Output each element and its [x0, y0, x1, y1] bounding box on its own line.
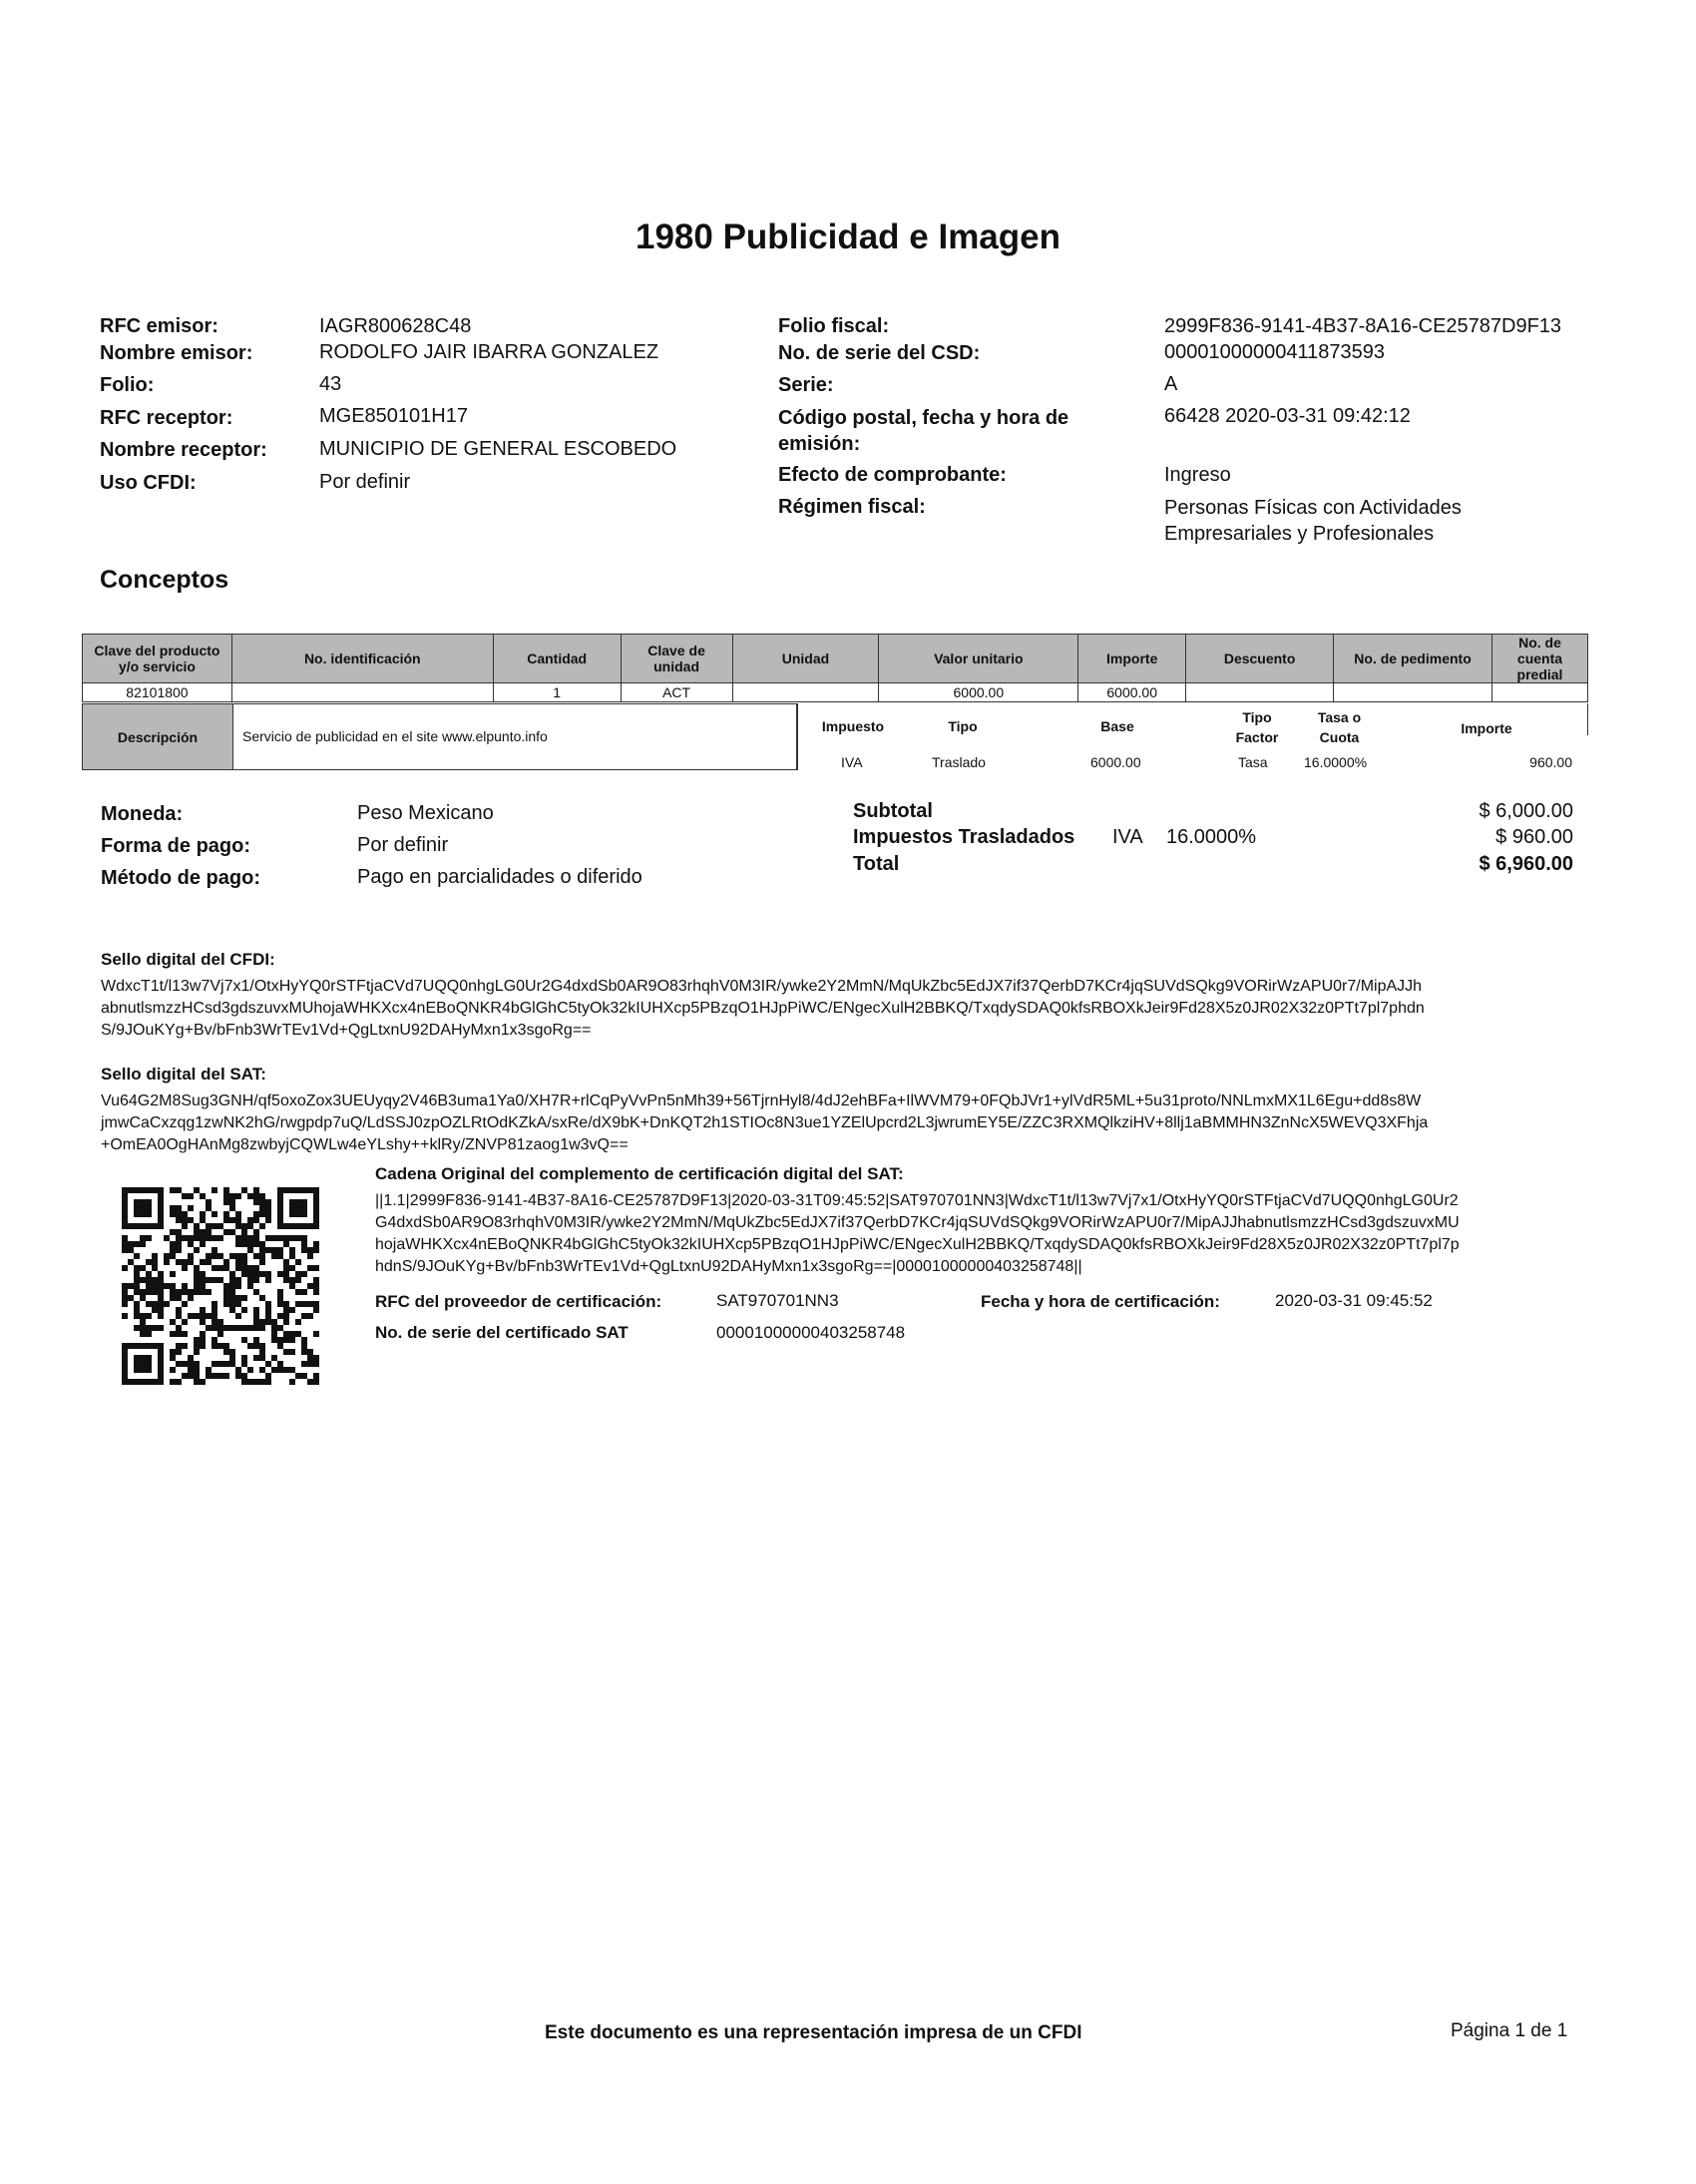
tax-divider [797, 703, 798, 770]
forma-pago-value: Por definir [357, 834, 449, 856]
col-descuento: Descuento [1186, 635, 1334, 683]
serie-csd-label: No. de serie del CSD: [778, 342, 981, 364]
regimen-label: Régimen fiscal: [778, 496, 926, 518]
tax-header-tasa-1: Tasa o [1317, 709, 1362, 725]
sello-cfdi-line: WdxcT1t/l13w7Vj7x1/OtxHyYQ0rSTFtjaCVd7UQQ0nhgLG0Ur2G4dxdSb0AR9O83rhqhV0M3IR/ywke2Y2MmN/MqUkZbc5EdJX7if37QerbD7KCr4jqSUVdSQkg9VORirWzAPU0r7/MipAJJh [101, 978, 1423, 995]
sello-sat-line: +OmEA0OgHAnMg8zwbyjCQWLw4eYLshy++klRy/ZNVP81zaog1w3vQ== [101, 1136, 629, 1153]
tax-header-impuesto: Impuesto [821, 718, 885, 734]
tax-header-base: Base [1100, 718, 1134, 734]
descripcion-label: Descripción [83, 704, 233, 769]
impuestos-tasa: 16.0000% [1166, 826, 1257, 848]
uso-cfdi-label: Uso CFDI: [100, 472, 197, 494]
cell-importe: 6000.00 [1078, 683, 1186, 702]
document-title: 1980 Publicidad e Imagen [636, 218, 1060, 256]
folio-fiscal-label: Folio fiscal: [778, 315, 890, 337]
serie-certificado-label: No. de serie del certificado SAT [375, 1323, 629, 1342]
cell-no-identificacion [231, 683, 493, 702]
col-clave-unidad: Clave de unidad [621, 635, 732, 683]
cadena-line: hdnS/9JOuKYg+Bv/bFnb3WrTEv1Vd+QgLtxnU92DAHyMxn1x3sgoRg==|00001000000403258748|| [375, 1258, 1082, 1275]
cp-value: 66428 2020-03-31 09:42:12 [1164, 405, 1411, 427]
serie-value: A [1164, 373, 1178, 395]
fecha-certificacion-label: Fecha y hora de certificación: [981, 1292, 1220, 1311]
folio-label: Folio: [100, 374, 155, 396]
table-row [83, 683, 1588, 702]
cell-clave-unidad: ACT [621, 683, 732, 702]
forma-pago-label: Forma de pago: [101, 835, 251, 857]
rfc-receptor-value: MGE850101H17 [319, 405, 468, 427]
impuestos-tipo: IVA [1112, 826, 1143, 848]
tax-header-importe: Importe [1461, 720, 1512, 736]
nombre-emisor-label: Nombre emisor: [100, 342, 253, 364]
tax-tipo-factor: Tasa [1238, 754, 1268, 770]
col-cuenta-predial: No. de cuenta predial [1491, 635, 1587, 683]
impuestos-label: Impuestos Trasladados [853, 826, 1075, 848]
metodo-pago-label: Método de pago: [101, 867, 260, 889]
col-unidad: Unidad [732, 635, 879, 683]
tax-tipo: Traslado [932, 754, 986, 770]
conceptos-title: Conceptos [100, 566, 229, 594]
uso-cfdi-value: Por definir [319, 471, 411, 493]
regimen-value-line1: Personas Físicas con Actividades [1164, 497, 1462, 519]
col-no-identificacion: No. identificación [231, 635, 493, 683]
nombre-receptor-value: MUNICIPIO DE GENERAL ESCOBEDO [319, 438, 677, 460]
cell-no-pedimento [1334, 683, 1492, 702]
efecto-label: Efecto de comprobante: [778, 464, 1007, 486]
conceptos-table [82, 634, 1588, 702]
impuestos-value: $ 960.00 [1495, 826, 1573, 848]
cadena-text [375, 1190, 1592, 1278]
cell-clave-producto: 82101800 [83, 683, 232, 702]
folio-value: 43 [319, 373, 342, 395]
tax-base: 6000.00 [1090, 754, 1141, 770]
sello-cfdi-line: abnutlsmzzHCsd3gdszuvxMUhojaWHKXcx4nEBoQNKR4bGlGhC5tyOk32kIUHXcp5PBzqO1HJpPiWC/ENgecXulH2BBKQ/TxqdySDAQ0kfsRBOXkJeir9Fd28X5z0JR02X32z0PTt7pl7phdn [101, 1000, 1425, 1017]
qr-code-icon [122, 1187, 319, 1385]
col-valor-unitario: Valor unitario [879, 635, 1078, 683]
fecha-certificacion-value: 2020-03-31 09:45:52 [1275, 1291, 1433, 1310]
subtotal-label: Subtotal [853, 800, 933, 822]
col-clave-producto: Clave del producto y/o servicio [83, 635, 232, 683]
cadena-line: hojaWHKXcx4nEBoQNKR4bGlGhC5tyOk32kIUHXcp5PBzqO1HJpPiWC/ENgecXulH2BBKQ/TxqdySDAQ0kfsRBOXkJeir9Fd28X5z0JR02X32z0PTt7pl7p [375, 1236, 1460, 1253]
cp-label-line2: emisión: [778, 433, 861, 455]
footer-note: Este documento es una representación impresa de un CFDI [545, 2022, 1082, 2043]
regimen-value-line2: Empresariales y Profesionales [1164, 523, 1435, 545]
nombre-receptor-label: Nombre receptor: [100, 439, 267, 461]
serie-certificado-value: 00001000000403258748 [716, 1323, 906, 1342]
col-cantidad: Cantidad [493, 635, 621, 683]
sello-sat-line: Vu64G2M8Sug3GNH/qf5oxoZox3UEUyqy2V46B3uma1Ya0/XH7R+rlCqPyVvPn5nMh39+56TjrnHyl8/4dJ2ehBFa+IlWVM79+0FQbJVr1+ylVdR5ML+5u31proto/NNLmxMX1L6Egu+dd8s8W [101, 1092, 1422, 1109]
serie-csd-value: 00001000000411873593 [1164, 341, 1385, 363]
sello-sat-label: Sello digital del SAT: [101, 1065, 266, 1084]
rfc-emisor-label: RFC emisor: [100, 315, 218, 337]
rfc-proveedor-value: SAT970701NN3 [716, 1291, 839, 1310]
cp-label-line1: Código postal, fecha y hora de [778, 407, 1069, 429]
folio-fiscal-value: 2999F836-9141-4B37-8A16-CE25787D9F13 [1164, 315, 1562, 337]
moneda-label: Moneda: [101, 803, 184, 825]
efecto-value: Ingreso [1164, 464, 1231, 486]
col-no-pedimento: No. de pedimento [1334, 635, 1492, 683]
subtotal-value: $ 6,000.00 [1479, 800, 1573, 822]
descripcion-value: Servicio de publicidad en el site www.elpunto.info [242, 728, 548, 744]
tax-impuesto: IVA [841, 754, 863, 770]
sello-sat-text [101, 1091, 1597, 1156]
cadena-line: ||1.1|2999F836-9141-4B37-8A16-CE25787D9F13|2020-03-31T09:45:52|SAT970701NN3|WdxcT1t/l13w7Vj7x1/OtxHyYQ0rSTFtjaCVd7UQQ0nhgLG0Ur2 [375, 1192, 1459, 1209]
tax-tasa: 16.0000% [1304, 754, 1368, 770]
sello-cfdi-text [101, 976, 1597, 1042]
tax-header-tipo-factor-1: Tipo [1242, 709, 1272, 725]
cadena-line: G4dxdSb0AR9O83rhqhV0M3IR/ywke2Y2MmN/MqUkZbc5EdJX7if37QerbD7KCr4jqSUVdSQkg9VORirWzAPU0r7/MipAJJhabnutlsmzzHCsd3gdszuvxMU [375, 1214, 1460, 1231]
sello-cfdi-line: S/9JOuKYg+Bv/bFnb3WrTEv1Vd+QgLtxnU92DAHyMxn1x3sgoRg== [101, 1022, 592, 1039]
cell-valor-unitario: 6000.00 [879, 683, 1078, 702]
tax-importe: 960.00 [1529, 754, 1572, 770]
col-importe: Importe [1078, 635, 1186, 683]
cell-descuento [1186, 683, 1334, 702]
page-number: Página 1 de 1 [1451, 2020, 1568, 2041]
nombre-emisor-value: RODOLFO JAIR IBARRA GONZALEZ [319, 341, 659, 363]
sello-sat-line: jmwCaCxzqg1zwNK2hG/rwgpdp7uQ/LdSSJ0zpOZLRtOdKZkA/sxRe/dX9bK+DnKQT2h1STIOc8N3ue1YZElUpcrd2L3jwrumEY5E/ZZC3RXMQlkziHV+8llj1aBMMHN3ZnNcX5WEVQ3XFhja [101, 1114, 1429, 1131]
rfc-receptor-label: RFC receptor: [100, 407, 233, 429]
moneda-value: Peso Mexicano [357, 802, 494, 824]
tax-header-tipo-factor-2: Factor [1235, 729, 1279, 745]
metodo-pago-value: Pago en parcialidades o diferido [357, 866, 642, 888]
serie-label: Serie: [778, 374, 834, 396]
total-value: $ 6,960.00 [1479, 853, 1573, 875]
rfc-proveedor-label: RFC del proveedor de certificación: [375, 1292, 662, 1311]
tax-header-tasa-2: Cuota [1319, 729, 1360, 745]
total-label: Total [853, 853, 900, 875]
cell-unidad [732, 683, 879, 702]
cadena-label: Cadena Original del complemento de certificación digital del SAT: [375, 1164, 904, 1183]
tax-header-tipo: Tipo [948, 718, 978, 734]
conceptos-header-row [83, 635, 1588, 683]
sello-cfdi-label: Sello digital del CFDI: [101, 950, 275, 969]
cell-cuenta-predial [1491, 683, 1587, 702]
descripcion-box [82, 703, 797, 770]
rfc-emisor-value: IAGR800628C48 [319, 315, 472, 337]
tax-right-border [1587, 703, 1588, 735]
cell-cantidad: 1 [493, 683, 621, 702]
